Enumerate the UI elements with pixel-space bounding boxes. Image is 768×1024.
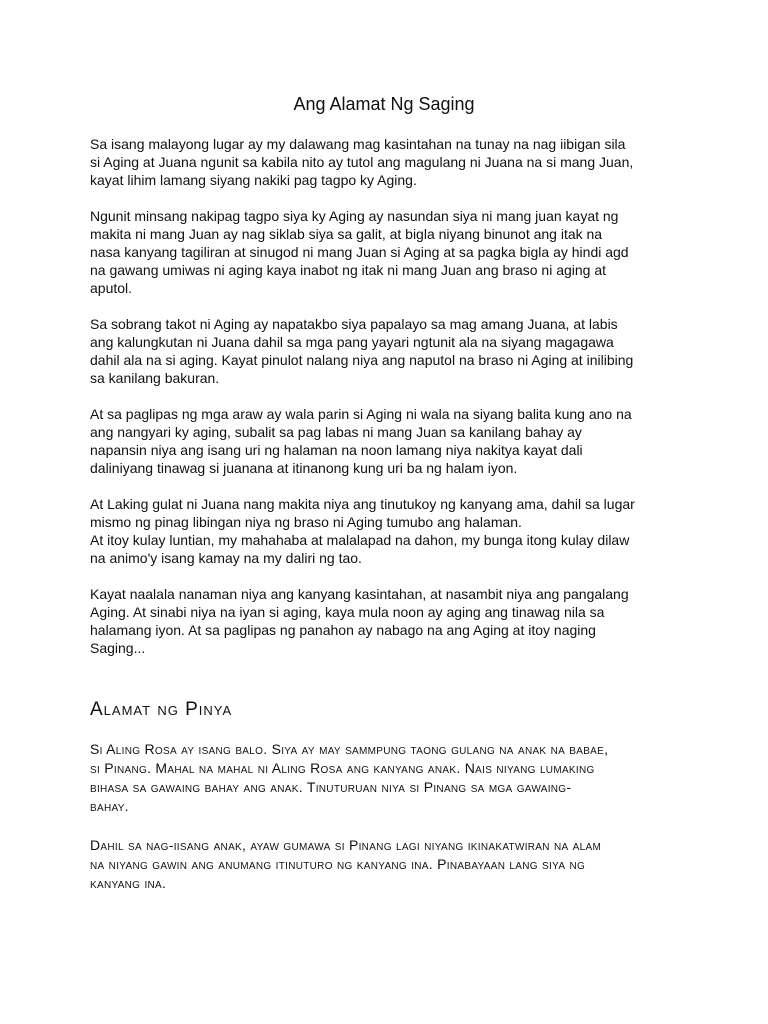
story-pinya bbox=[90, 740, 678, 913]
paragraph: Kayat naalala nanaman niya ang kanyang kasintahan, at nasambit niya ang pangalang Aging. At sinabi niya na iyan si aging, kaya mula noon ay aging ang tinawag nila sa halamang iyon. At sa paglipas ng panahon ay nabago na ang Aging at itoy naging Saging... bbox=[90, 586, 629, 656]
paragraph: Sa sobrang takot ni Aging ay napatakbo siya papalayo sa mag amang Juana, at labis ang kalungkutan ni Juana dahil sa mga pang yayari ngtunit ala na siyang magagawa dahil ala na si aging. Kayat pinulot nalang niya ang naputol na braso ni Aging at inilibing sa kanilang bakuran. bbox=[90, 316, 634, 386]
paragraph: Si Aling Rosa ay isang balo. Siya ay may sammpung taong gulang na anak na babae, si Pinang. Mahal na mahal ni Aling Rosa ang kanyang anak. Nais niyang lumaking bihasa sa gawaing bahay ang anak. Tinuturuan niya si Pinang sa mga gawaing- bahay. bbox=[90, 741, 609, 814]
paragraph: Dahil sa nag-iisang anak, ayaw gumawa si Pinang lagi niyang ikinakatwiran na alam na niyang gawin ang anumang itinuturo ng kanyang ina. Pinabayaan lang siya ng kanyang ina. bbox=[90, 837, 602, 891]
section-heading-pinya: Alamat ng Pinya bbox=[90, 699, 233, 720]
paragraph: At Laking gulat ni Juana nang makita niya ang tinutukoy ng kanyang ama, dahil sa lugar mismo ng pinag libingan niya ng braso ni Aging tumubo ang halaman. At itoy kulay luntian, my mahahaba at malalapad na dahon, my bunga itong kulay dilaw na animo'y isang kamay na my daliri ng tao. bbox=[90, 496, 635, 566]
document-title: Ang Alamat Ng Saging bbox=[293, 94, 475, 114]
story-saging bbox=[90, 135, 690, 675]
paragraph: Ngunit minsang nakipag tagpo siya ky Aging ay nasundan siya ni mang juan kayat ng makita ni mang Juan ay nag siklab siya sa galit, at bigla niyang binunot ang itak na nasa kanyang tagiliran at sinugod ni mang Juan si Aging at sa pagka bigla ay hindi agd na gawang umiwas ni aging kaya inabot ng itak ni mang Juan ang braso ni aging at aputol. bbox=[90, 208, 629, 296]
paragraph: Sa isang malayong lugar ay my dalawang mag kasintahan na tunay na nag iibigan sila si Aging at Juana ngunit sa kabila nito ay tutol ang magulang ni Juana na si mang Juan, kayat lihim lamang siyang nakiki pag tagpo ky Aging. bbox=[90, 136, 634, 188]
paragraph: At sa paglipas ng mga araw ay wala parin si Aging ni wala na siyang balita kung ano na ang nangyari ky aging, subalit sa pag labas ni mang Juan sa kanilang bahay ay napansin niya ang isang uri ng halaman na noon lamang niya nakitya kayat dali daliniyang tinawag si juanana at itinanong kung uri ba ng halam iyon. bbox=[90, 406, 632, 476]
